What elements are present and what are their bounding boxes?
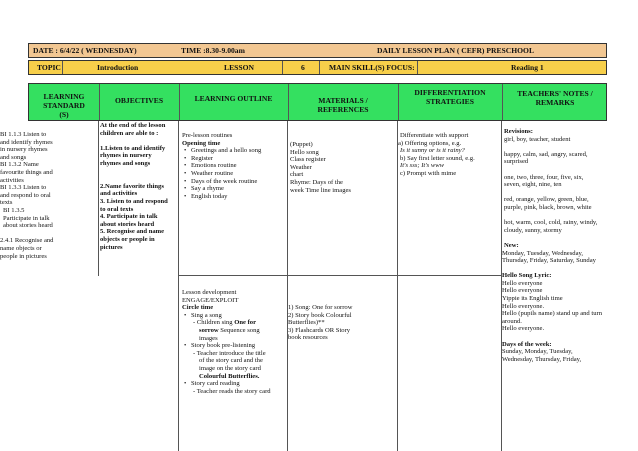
list-item: • Story card reading: [191, 380, 286, 388]
main-skill-value: Reading 1: [511, 63, 544, 72]
new-label: New:: [504, 241, 519, 249]
list-item: • English today: [191, 193, 286, 201]
learning-standards: BI 1.1.3 Listen to and identify rhymes in nursery rhymes and songs BI 1.3.2 Name favourite things and activities BI 1.3.3 Listen to and respond to oral texts BI 1.3.5 Participate in talk about stories heard 2.4.1 Recognise and name objects or people in pictures: [0, 131, 54, 260]
list-item: • Story book pre-listening: [191, 342, 286, 350]
header-teachers-notes: TEACHERS' NOTES / REMARKS: [517, 89, 593, 107]
list-item: • Greetings and a hello song: [191, 147, 286, 155]
time-text: TIME :8.30-9.00am: [181, 46, 245, 55]
table-header: [28, 83, 607, 121]
teachers-notes: Revisions: girl, boy, teacher, student happy, calm, sad, angry, scared, surprised one, two, three, four, five, six, seven, eight, nine, ten red, orange, yellow, green, blue, purple, pink, black, brown, white hot, warm, cool, cold, rainy, windy, cloudy, sunny, stormy New: Monday, Tuesday, Wednesday, Thursday, Friday, Saturday, Sunday Hello Song Lyric: Hello everyone Hello everyone Yippie its English time Hello everyone. Hello (pupils name) stand up and turn around. Hello everyone. Days of the week: Sunday, Monday, Tuesday, Wednesday, Thursday, Friday,: [502, 128, 638, 363]
lesson-label: LESSON: [224, 63, 254, 72]
differentiation-list: Differentiate with support a) Offering options, e.g. Is it sunny or is it rainy? b) Say first letter sound, e.g. It's sss; It's www c) Prompt with mime: [398, 132, 475, 177]
list-item: • Sing a song: [191, 312, 286, 320]
header-differentiation: DIFFERENTIATION STRATEGIES: [414, 88, 486, 106]
header-materials: MATERIALS / REFERENCES: [317, 96, 369, 114]
revisions-label: Revisions:: [504, 128, 533, 135]
days-label: Days of the week:: [502, 340, 552, 348]
topic-bar: [28, 60, 607, 75]
date-text: DATE : 6/4/22 ( WEDNESDAY): [33, 46, 137, 55]
list-item: • Weather routine: [191, 170, 286, 178]
header-objectives: OBJECTIVES: [114, 96, 164, 105]
materials-top: (Puppet) Hello song Class register Weather chart Rhyme: Days of the week Time line images: [290, 141, 351, 194]
list-item: • Days of the week routine: [191, 178, 286, 186]
lesson-value: 6: [301, 63, 305, 72]
lyric-label: Hello Song Lyric:: [502, 272, 552, 280]
outline-top: Pre-lesson routines Opening time • Greetings and a hello song • Register • Emotions routine • Weather routine • Days of the week routine • Say a rhyme • English today: [182, 132, 286, 200]
main-skill-label: MAIN SKILL(S) FOCUS:: [329, 63, 415, 72]
materials-bottom: 1) Song: One for sorrow 2) Story book Colourful Butterflies)** 3) Flashcards OR Story book resources: [288, 304, 353, 342]
list-item: • Register: [191, 155, 286, 163]
date-bar: [28, 43, 607, 58]
topic-label: TOPIC: [37, 63, 61, 72]
list-item: • Emotions routine: [191, 162, 286, 170]
objectives-list: At the end of the lesson children are able to : 1.Listen to and identify rhymes in nursery rhymes and songs 2.Name favorite things and activities 3. Listen to and respond to oral texts 4. Participate in talk about stories heard 5. Recognise and name objects or people in pictures: [100, 122, 168, 251]
header-learning-standard: LEARNING STANDARD (S): [43, 92, 85, 119]
plan-title: DAILY LESSON PLAN ( CEFR) PRESCHOOL: [377, 46, 535, 55]
header-learning-outline: LEARNING OUTLINE: [194, 94, 273, 103]
list-item: • Say a rhyme: [191, 185, 286, 193]
topic-value: Introduction: [97, 63, 139, 72]
outline-bottom: Lesson development ENGAGE/EXPLOIT Circle time • Sing a song - Children sing One for sorrow Sequence song images • Story book pre-listening - Teacher introduce the title of the story card and the image on the story card Colourful Butterflies. • Story card reading - Teacher reads the story card: [182, 289, 286, 395]
